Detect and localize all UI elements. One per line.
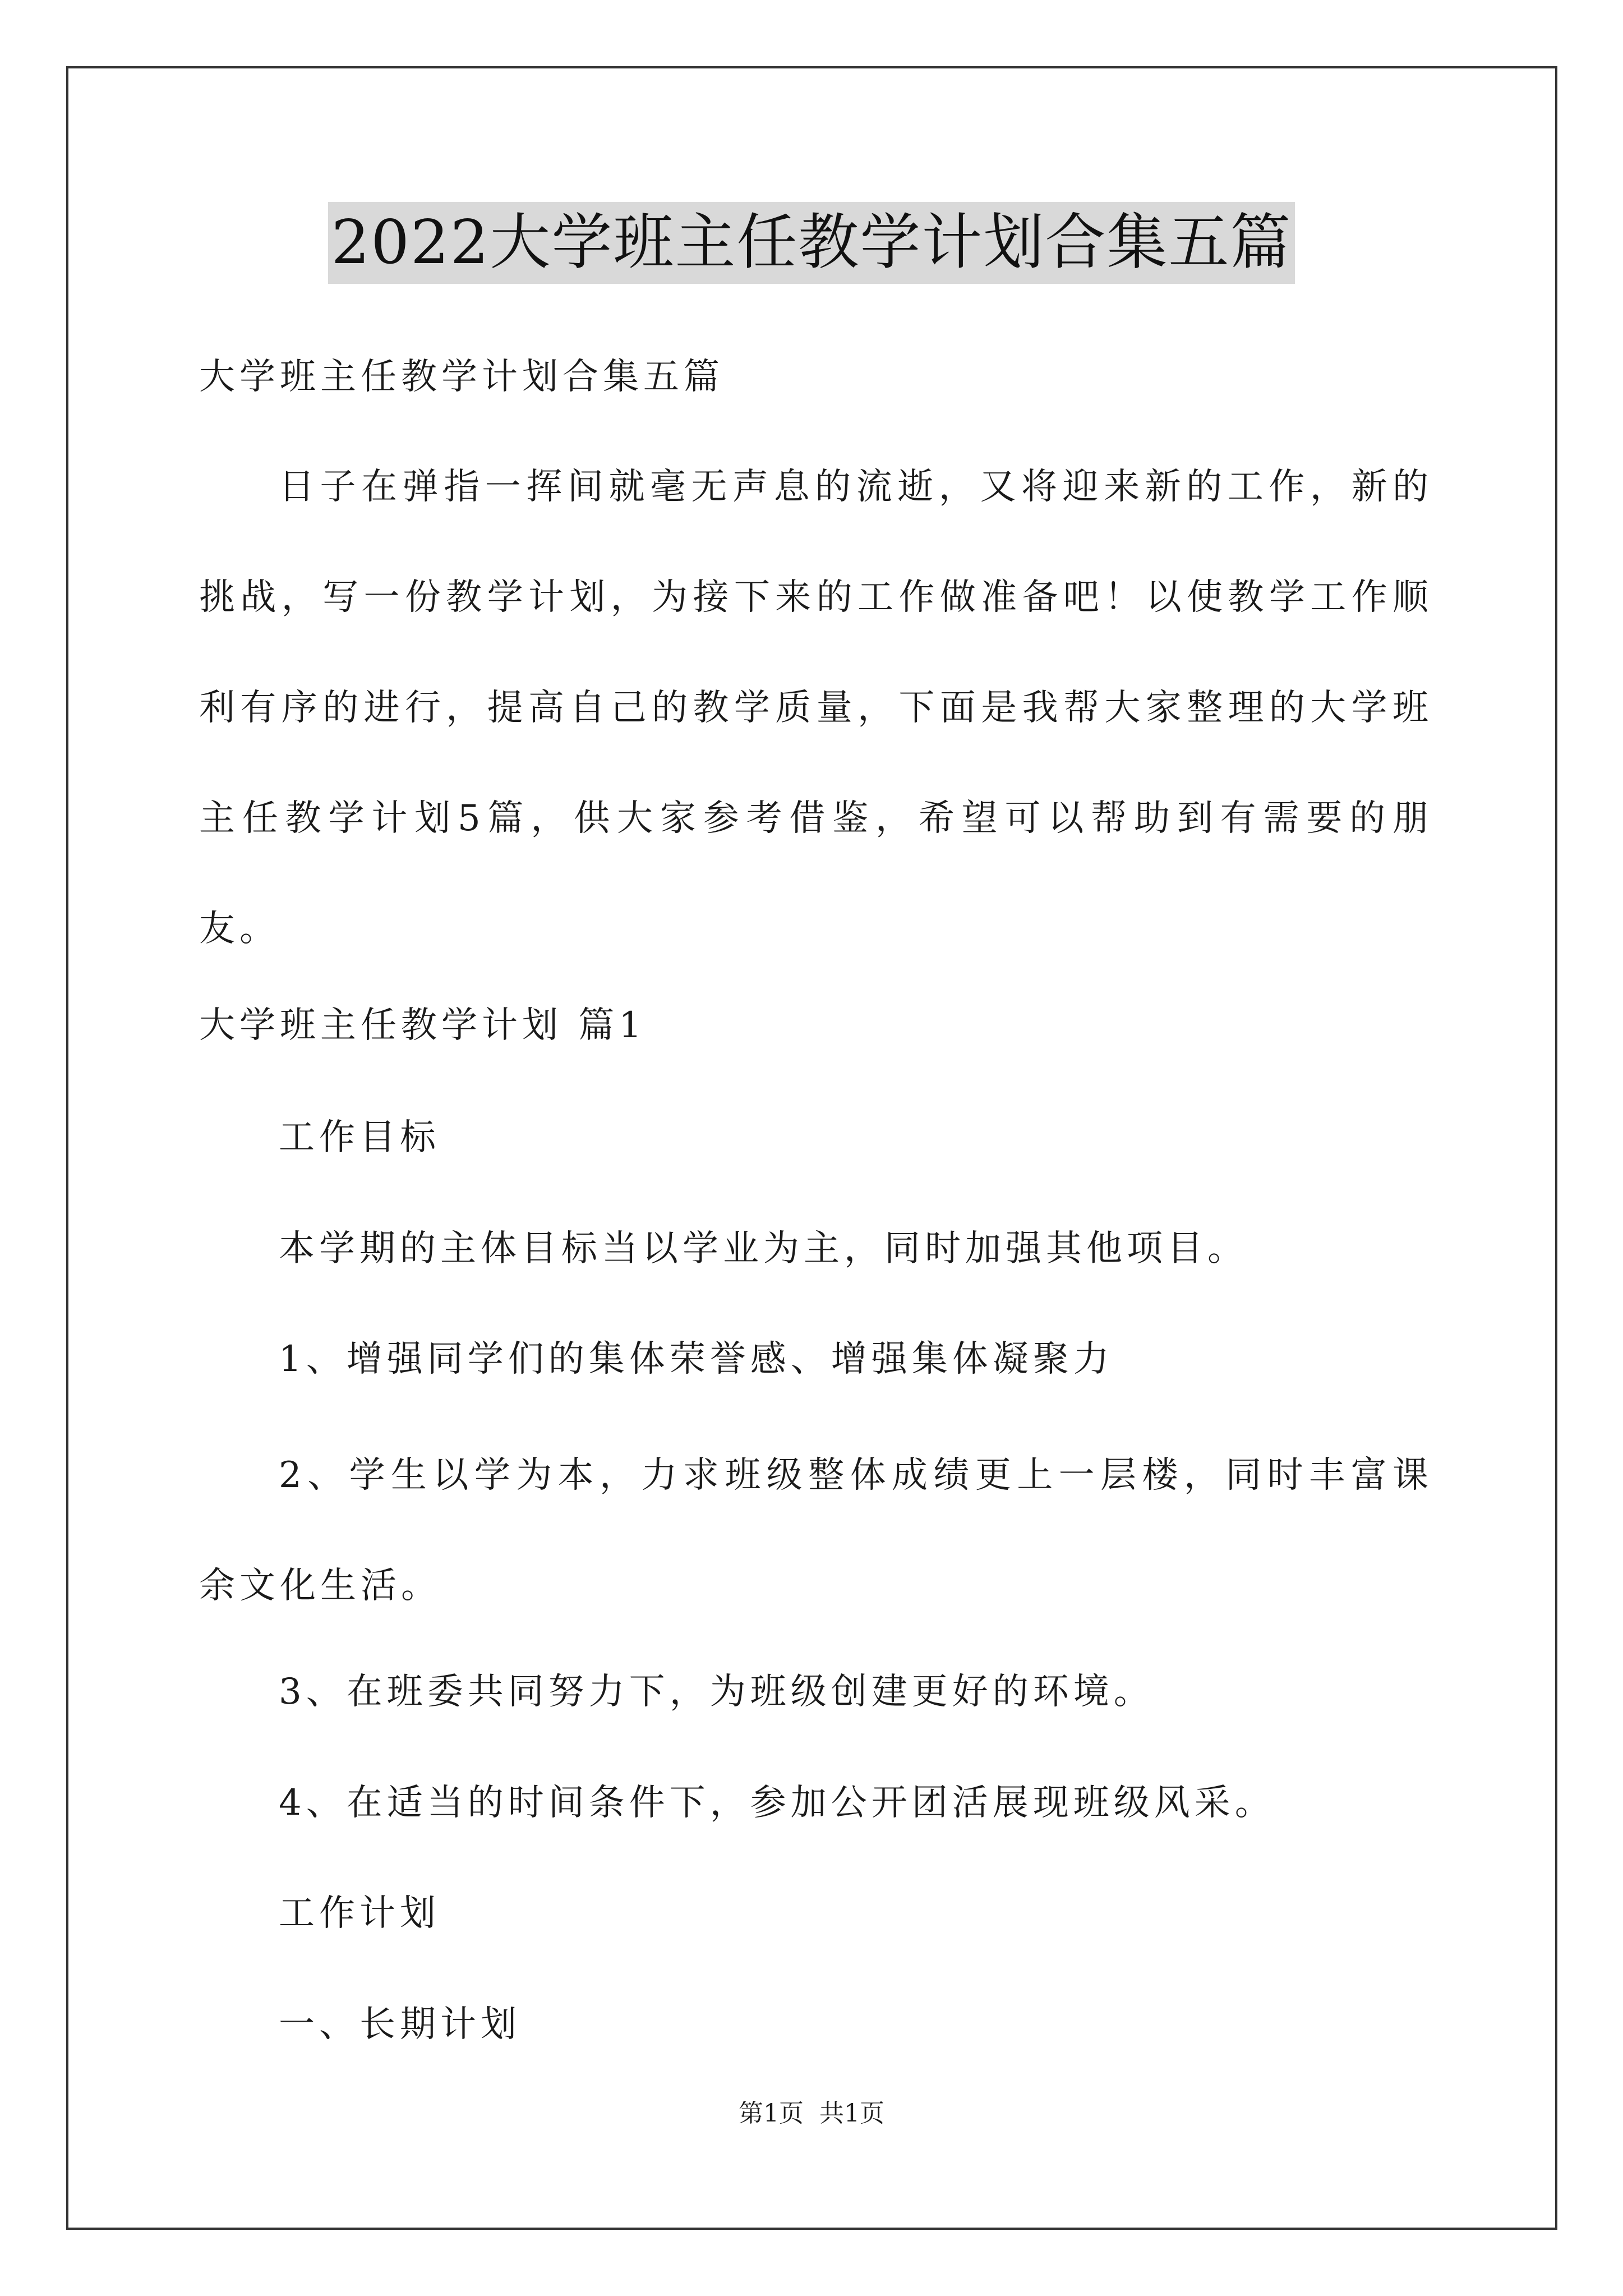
page-number: 第1页 [739,2099,804,2128]
document-subtitle: 大学班主任教学计划合集五篇 [199,356,724,398]
goal-text: 本学期的主体目标当以学业为主，同时加强其他项目。 [279,1228,1248,1269]
plan-heading: 工作计划 [279,1893,440,1934]
page-footer [0,2097,1623,2131]
document-title: 2022大学班主任教学计划合集五篇 [328,202,1295,284]
title-container [0,202,1623,284]
page-total: 共1页 [819,2099,884,2128]
list-item-3: 3、在班委共同努力下，为班级创建更好的环境。 [279,1671,1154,1713]
list-item-2: 2、学生以学为本，力求班级整体成绩更上一层楼，同时丰富课余文化生活。 [199,1455,1433,1607]
long-term-heading: 一、长期计划 [279,2004,521,2045]
goal-heading: 工作目标 [279,1117,440,1158]
intro-paragraph: 日子在弹指一挥间就毫无声息的流逝，又将迎来新的工作，新的挑战，写一份教学计划，为接下来的工作做准备吧！以使教学工作顺利有序的进行，提高自己的教学质量，下面是我帮大家整理的大学班主任教学计划5篇，供大家参考借鉴，希望可以帮助到有需要的朋友。 [199,466,1433,950]
section-heading: 大学班主任教学计划 篇1 [199,1005,647,1046]
list-item-4: 4、在适当的时间条件下，参加公开团活展现班级风采。 [279,1782,1275,1824]
list-item-1: 1、增强同学们的集体荣誉感、增强集体凝聚力 [279,1338,1114,1380]
